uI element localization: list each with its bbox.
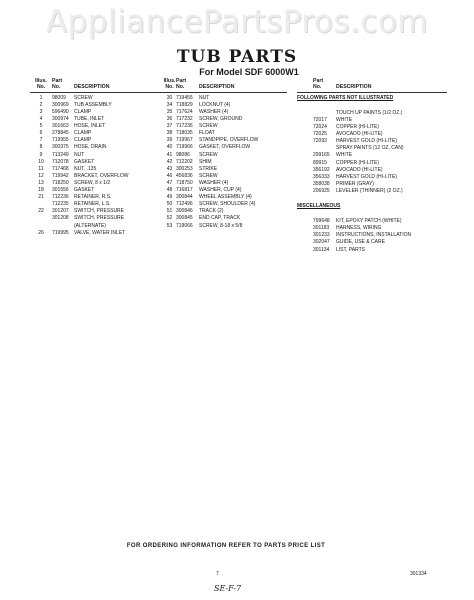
part-description: HARNESS, WIRING [336,225,382,232]
part-number: 300974 [52,116,69,123]
part-description: WHITE [336,152,353,159]
part-description: COPPER (HI-LITE) [336,159,380,166]
part-row [297,218,447,225]
part-number: 712236 [52,194,69,201]
part-number: 206925 [313,187,330,194]
part-number: 300844 [176,194,193,201]
part-row [30,187,170,194]
illus-number: 39 [166,137,173,144]
part-number: 712078 [52,158,69,165]
parts-column-3 [297,78,447,254]
part-row [30,109,170,116]
part-number: 301207 [52,208,69,215]
illus-number: 38 [166,130,173,137]
part-description: WASHER (4) [199,179,229,186]
header-illus: Illus. [35,78,47,84]
part-number: 72093 [313,138,327,145]
part-description: AVOCADO (HI-LITE) [336,166,383,173]
part-number: 717468 [52,165,69,172]
part-row [297,152,447,159]
part-description: CLAMP [74,130,92,137]
part-number: 719455 [176,94,193,101]
spray-label: SPRAY PAINTS (12 OZ. CAN) [336,145,404,152]
part-number: 719955 [52,137,69,144]
part-description: SWITCH, PRESSURE [74,215,125,222]
section-not-illustrated: FOLLOWING PARTS NOT ILLUSTRATED [297,94,394,101]
part-description: STRIKE [199,165,218,172]
part-row [30,95,170,102]
part-row [297,138,447,145]
page-mark: 7 [216,571,219,577]
header-description: DESCRIPTION [199,84,235,91]
header-no: No. [313,84,322,91]
part-row [297,174,447,181]
illus-number: 48 [166,187,173,194]
part-description: SCREW, 8-18 x 5/8 [199,222,243,229]
part-number: 719066 [176,222,193,229]
parts-column-2 [163,78,287,230]
part-number: 98086 [176,151,190,158]
parts-column-1 [30,78,170,237]
part-row [163,102,287,109]
part-number: 717236 [176,123,193,130]
part-row [297,188,447,195]
misc-list [297,218,447,253]
part-description: (ALTERNATE) [74,222,107,229]
part-description: GUIDE, USE & CARE [336,239,385,246]
column-header [30,78,170,91]
part-description: FLOAT [199,130,215,137]
part-number: 719966 [176,144,193,151]
part-description: KIT, EPOXY PATCH (WHITE) [336,218,402,225]
handwritten-note: SE-F-7 [214,584,242,593]
illus-number: 34 [166,101,173,108]
part-row [30,123,170,130]
illus-number: 36 [166,116,173,123]
illus-number: 53 [166,222,173,229]
part-description: WASHER (4) [199,109,229,115]
part-row [30,130,170,137]
part-number: 712235 [52,201,69,208]
header-illus: Illus. [163,78,176,84]
part-row [297,117,447,124]
part-number: 301663 [52,123,69,130]
paints-list [297,117,447,145]
part-row [163,95,287,102]
part-description: GASKET [74,187,95,194]
part-description: BRACKET, OVERFLOW [74,172,129,179]
part-row [163,109,287,116]
part-row [163,201,287,208]
part-description: WASHER, CUP (4) [199,187,242,194]
part-description: END CAP, TRACK [199,215,241,222]
part-description: VALVE, WATER INLET [74,229,126,236]
part-number: 72025 [313,131,327,138]
part-row [163,152,287,159]
part-row [30,201,170,208]
part-description: INSTRUCTIONS, INSTALLATION [336,232,412,239]
illus-number: 35 [166,109,173,115]
part-number: 301134 [313,246,330,253]
part-number: 456836 [176,172,193,179]
illus-number: 40 [166,144,173,151]
part-row [297,181,447,188]
part-number: 717624 [176,109,193,115]
part-row [30,159,170,166]
illus-number: 22 [38,208,44,215]
part-description: NUT [199,94,210,101]
part-number: 719967 [176,137,193,144]
part-row [163,180,287,187]
part-number: 301183 [313,225,330,232]
part-description: LEVELER (THINNER) (2 OZ.) [336,187,403,194]
document-code: 301334 [410,571,427,577]
part-number: 596490 [52,109,69,115]
illus-number: 6 [39,130,43,137]
header-no2: No. [52,84,61,91]
illus-number: 18 [38,187,44,194]
part-number: 712202 [176,158,193,165]
sprays-list [297,152,447,195]
header-part: Part [176,78,187,84]
part-row [297,225,447,232]
part-row [163,194,287,201]
part-row [30,173,170,180]
part-row [163,137,287,144]
part-number: 299165 [313,152,330,159]
part-description: SCREW, GROUND [199,116,243,123]
part-row [297,239,447,246]
illus-number: 1 [39,94,43,101]
part-row [297,167,447,174]
header-description: DESCRIPTION [74,84,110,91]
illus-number: 37 [166,123,173,130]
part-row [30,180,170,187]
part-description: NUT [74,151,85,158]
part-description: LIST, PARTS [336,246,365,253]
illus-number: 49 [166,194,173,201]
part-number: 799648 [313,218,330,225]
touchup-label: TOUCH UP PAINTS (1/2 OZ.) [336,109,403,116]
part-description: HARVEST GOLD (HI-LITE) [336,173,397,180]
part-row [163,187,287,194]
section-miscellaneous: MISCELLANEOUS [297,203,341,210]
part-description: GASKET, OVERFLOW [199,144,251,151]
part-row [163,130,287,137]
part-row [30,152,170,159]
part-number: 718250 [52,179,69,186]
part-description: CLAMP [74,137,92,144]
illus-number [30,223,52,230]
part-row [297,247,447,254]
part-description: HOSE, INLET [74,123,106,130]
part-row [30,208,170,215]
part-number: 89915 [313,159,327,166]
part-number: 72017 [313,117,327,123]
part-description: SCREW [74,94,93,101]
parts-list [30,95,170,237]
part-row [297,124,447,131]
part-number: 300375 [52,144,69,151]
part-number: 302047 [313,239,330,246]
part-number: 356192 [313,166,330,173]
header-no: No. [165,84,174,91]
part-number [52,223,74,230]
watermark: AppliancePartsPros.com [45,4,429,40]
column-header [297,78,447,91]
part-description: LOCKNUT (4) [199,101,231,108]
part-description: AVOCADO (HI-LITE) [336,131,383,138]
part-row [30,137,170,144]
part-description: GASKET [74,158,95,165]
part-description: SCREW, 8 x 1/2 [74,179,111,186]
illus-number: 46 [166,172,173,179]
illus-number: 43 [166,165,173,172]
part-row [297,232,447,239]
illus-number: 26 [38,229,44,236]
illus-number: 41 [166,151,173,158]
part-number: 716817 [176,187,193,194]
part-description: TUB ASSEMBLY [74,101,112,108]
part-row [163,116,287,123]
part-number: 718829 [176,101,193,108]
page-subtitle: For Model SDF 6000W1 [199,67,299,77]
part-description: HOSE, DRAIN [74,144,107,151]
part-description: HARVEST GOLD (HI-LITE) [336,138,397,145]
part-description: SHIM [199,158,212,165]
part-row [163,223,287,230]
part-number: 301556 [52,187,69,194]
header-part: Part [52,78,63,84]
part-number: 719942 [52,172,69,179]
part-number: 356333 [313,173,330,180]
part-row [297,160,447,167]
part-description: STANDPIPE, OVERFLOW [199,137,259,144]
part-description: RETAINER, R.S. [74,194,112,201]
part-number: 300253 [176,165,193,172]
illus-number: 42 [166,158,173,165]
part-description: SCREW, SHOULDER (4) [199,201,256,208]
part-description: NUT, .135 [74,165,97,172]
illus-number: 52 [166,215,173,222]
part-row [163,208,287,215]
part-row [30,116,170,123]
illus-number: 30 [166,94,173,101]
part-description: CLAMP [74,109,92,115]
illus-number: 11 [38,165,44,172]
touchup-label-row [297,110,447,117]
header-description: DESCRIPTION [336,84,372,91]
illus-number: 7 [39,137,43,144]
part-number: 717232 [176,116,193,123]
part-row [163,123,287,130]
part-row [30,230,170,237]
part-row [163,215,287,222]
part-row [30,215,170,222]
part-row [30,144,170,151]
part-description: WHITE [336,117,353,123]
header-rule [30,92,170,93]
header-part: Part [313,78,324,84]
part-number: 300969 [52,101,69,108]
part-row [163,173,287,180]
part-row [163,144,287,151]
illus-number: 50 [166,201,173,208]
header-no: No. [36,84,46,91]
part-description: WHEEL ASSEMBLY (4) [199,194,252,201]
illus-number: 5 [39,123,43,130]
illus-number: 10 [38,158,44,165]
part-description: TUBE, INLET [74,116,105,123]
part-description: SCREW [199,151,218,158]
part-description: COPPER (HI-LITE) [336,124,380,131]
part-number: 713249 [52,151,69,158]
part-number: 358038 [313,180,330,187]
part-number: 72024 [313,124,327,131]
header-rule [297,92,447,93]
part-row [30,194,170,201]
part-description: RETAINER, L.S. [74,201,111,208]
part-description: SCREW [199,123,218,130]
part-description: SCREW [199,172,218,179]
part-number: 719995 [52,229,69,236]
illus-number: 8 [39,144,43,151]
illus-number: 21 [38,194,44,201]
illus-number: 12 [38,172,44,179]
part-number: 712496 [176,201,193,208]
illus-number: 9 [39,151,43,158]
part-number: 300846 [176,208,193,215]
part-number: 300845 [176,215,193,222]
part-number: 718035 [176,130,193,137]
page-title: TUB PARTS [176,47,298,67]
illus-number: 4 [39,116,43,123]
part-description: PRIMER (GRAY) [336,180,374,187]
ordering-footer: FOR ORDERING INFORMATION REFER TO PARTS PRICE LIST [126,543,326,549]
header-rule [163,92,287,93]
part-row [163,166,287,173]
illus-number: 13 [38,179,44,186]
illus-number [30,215,52,222]
illus-number: 51 [166,208,173,215]
illus-number: 2 [39,101,43,108]
part-description: TRACK (2) [199,208,224,215]
part-number: 718750 [176,179,193,186]
part-row [163,159,287,166]
part-row [30,166,170,173]
part-number: 301208 [52,215,69,222]
spray-label-row [297,145,447,152]
illus-number [30,201,52,208]
part-number: 301233 [313,232,330,239]
header-no2: No. [176,84,185,91]
illus-number: 3 [39,109,43,115]
illus-number: 47 [166,179,173,186]
column-header [163,78,287,91]
part-description: SWITCH, PRESSURE [74,208,125,215]
part-row [30,102,170,109]
part-number: 278845 [52,130,69,137]
parts-list [163,95,287,230]
part-number: 98009 [52,94,66,101]
part-row [30,223,170,230]
part-row [297,131,447,138]
